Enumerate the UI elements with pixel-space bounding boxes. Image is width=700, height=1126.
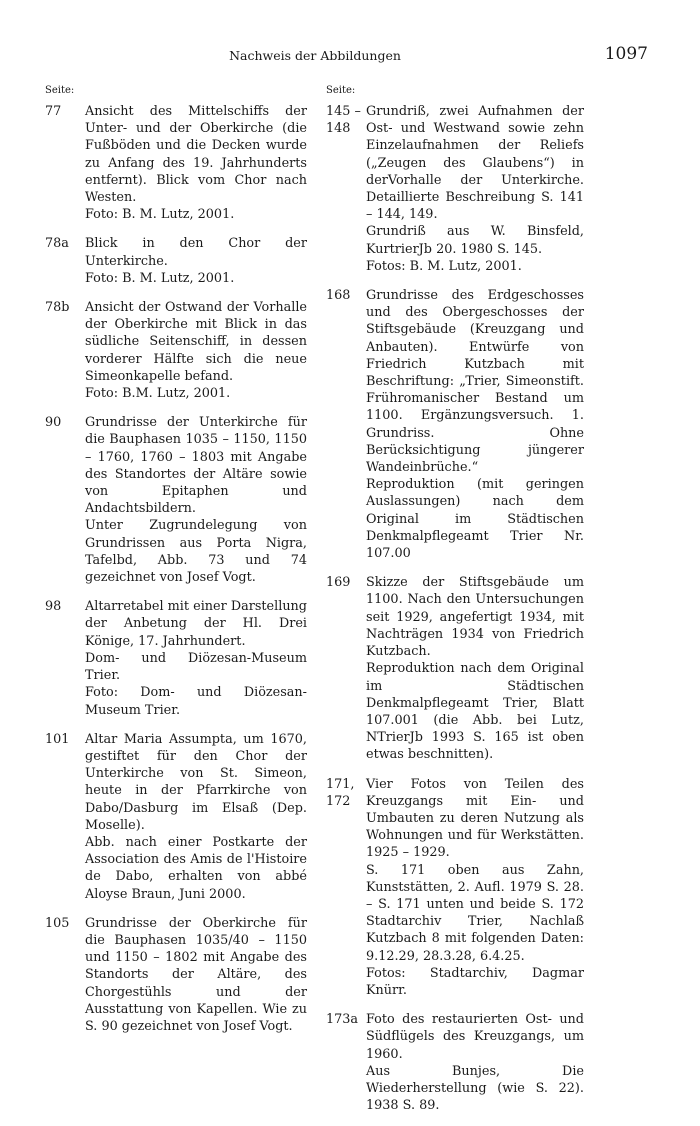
figure-entry bbox=[326, 574, 584, 763]
figure-entry bbox=[326, 287, 584, 562]
description-line: S. 171 oben aus Zahn, Kunststätten, 2. Aufl. 1979 S. 28. – S. 171 unten und beide S. 172 Stadtarchiv Trier, Nachlaß Kutzbach 8 mit folgenden Daten: 9.12.29, 28.3.28, 6.4.25. bbox=[366, 862, 584, 964]
figure-entry bbox=[45, 731, 307, 903]
page-reference: 78b bbox=[45, 300, 70, 316]
entry-list bbox=[326, 103, 584, 1114]
column-label: Seite: bbox=[45, 85, 75, 96]
figure-description bbox=[366, 1011, 584, 1114]
page-reference: 105 bbox=[45, 915, 70, 931]
page-reference: 77 bbox=[45, 104, 62, 119]
figure-entry bbox=[45, 915, 307, 1035]
figure-description bbox=[85, 598, 307, 718]
description-line: Aus Bunjes, Die Wiederherstellung (wie S. 22). 1938 S. 89. bbox=[366, 1063, 584, 1114]
description-line: Foto: B. M. Lutz, 2001. bbox=[85, 270, 235, 286]
description-line: Ansicht der Ostwand der Vorhalle der Oberkirche mit Blick in das südliche Seitenschiff, in dessen vorderer Hälfte sich die neue Simeonkapelle befand. bbox=[85, 300, 307, 384]
description-line: Foto des restaurierten Ost- und Südflügels des Kreuzgangs, um 1960. bbox=[366, 1012, 584, 1062]
description-line: Altar Maria Assumpta, um 1670, gestiftet für den Chor der Unterkirche von St. Simeon, heute in der Pfarrkirche von Dabo/Dasburg im Elsaß (Dep. Moselle). bbox=[85, 731, 307, 833]
description-line: Grundriß aus W. Binsfeld, KurtrierJb 20. 1980 S. 145. bbox=[366, 224, 584, 257]
figure-description bbox=[85, 414, 307, 586]
description-line: Reproduktion (mit geringen Auslassungen) nach dem Original im Städtischen Denkmalpflegeamt Trier Nr. 107.00 bbox=[366, 477, 584, 562]
page-reference: 101 bbox=[45, 731, 70, 747]
figure-description bbox=[85, 915, 307, 1035]
figure-description bbox=[85, 103, 307, 223]
description-line: Vier Fotos von Teilen des Kreuzgangs mit Ein- und Umbauten zu deren Nutzung als Wohnungen und für Werkstätten. 1925 – 1929. bbox=[366, 776, 584, 861]
figure-description bbox=[85, 731, 307, 903]
description-line: Grundrisse der Oberkirche für die Bauphasen 1035/40 – 1150 und 1150 – 1802 mit Angabe des Standorts der Altäre, des Chorgestühls und der Ausstattung von Kapellen. Wie zu S. 90 gezeichnet von Josef Vogt. bbox=[85, 915, 307, 1034]
figure-description bbox=[366, 776, 584, 1000]
figure-entry bbox=[45, 414, 307, 586]
figure-entry bbox=[45, 598, 307, 718]
page-reference: 98 bbox=[45, 599, 62, 615]
description-line: Dom- und Diözesan-Museum Trier. bbox=[85, 650, 307, 684]
description-line: Altarretabel mit einer Darstellung der Anbetung der Hl. Drei Könige, 17. Jahrhundert. bbox=[85, 599, 307, 649]
page-number: 1097 bbox=[604, 44, 648, 64]
description-line: Grundriß, zwei Aufnahmen der Ost- und Westwand sowie zehn Einzelaufnahmen der Reliefs („Zeugen des Glaubens“) in derVorhalle der Unterkirche. Detaillierte Beschreibung S. 141 – 144, 149. bbox=[366, 104, 584, 223]
figure-entry bbox=[326, 776, 584, 1000]
figure-description bbox=[85, 235, 307, 287]
description-line: Reproduktion nach dem Original im Städtischen Denkmalpflegeamt Trier, Blatt 107.001 (die Abb. bei Lutz, NTrierJb 1993 S. 165 ist oben etwas beschnitten). bbox=[366, 661, 584, 763]
figure-entry bbox=[45, 103, 307, 223]
figure-entry bbox=[326, 103, 584, 275]
column-label: Seite: bbox=[326, 85, 356, 96]
description-line: Blick in den Chor der Unterkirche. bbox=[85, 236, 307, 269]
page-reference: 169 bbox=[326, 575, 351, 591]
figure-entry bbox=[45, 299, 307, 402]
page-reference: 145 – 148 bbox=[326, 104, 361, 137]
description-line: Abb. nach einer Postkarte der Association des Amis de l'Histoire de Dabo, erhalten von abbé Aloyse Braun, Juni 2000. bbox=[85, 834, 307, 902]
description-line: Foto: Dom- und Diözesan-Museum Trier. bbox=[85, 685, 307, 718]
page-header bbox=[0, 44, 700, 66]
page-reference: 90 bbox=[45, 415, 62, 431]
entry-list bbox=[45, 103, 307, 1035]
description-line: Ansicht des Mittelschiffs der Unter- und der Oberkirche (die Fußböden und die Decken wurde zu Anfang des 19. Jahrhunderts entfernt). Blick vom Chor nach Westen. bbox=[85, 104, 307, 206]
right-column bbox=[326, 85, 584, 1126]
description-line: Fotos: Stadtarchiv, Dagmar Knürr. bbox=[366, 965, 584, 998]
figure-description bbox=[85, 299, 307, 402]
description-line: Grundrisse der Unterkirche für die Bauphasen 1035 – 1150, 1150 – 1760, 1760 – 1803 mit Angabe des Standortes der Altäre sowie von Epitaphen und Andachtsbildern. bbox=[85, 415, 307, 517]
page-reference: 173a bbox=[326, 1012, 359, 1028]
description-line: Skizze der Stiftsgebäude um 1100. Nach den Untersuchungen seit 1929, angefertigt 1934, mit Nachträgen 1934 von Friedrich Kutzbach. bbox=[366, 575, 584, 660]
description-line: Fotos: B. M. Lutz, 2001. bbox=[366, 258, 522, 274]
figure-description bbox=[366, 574, 584, 763]
left-column bbox=[45, 85, 307, 1047]
description-line: Foto: B. M. Lutz, 2001. bbox=[85, 207, 235, 223]
figure-description bbox=[366, 103, 584, 275]
page-reference: 168 bbox=[326, 288, 351, 304]
description-line: Foto: B.M. Lutz, 2001. bbox=[85, 386, 231, 402]
figure-description bbox=[366, 287, 584, 562]
description-line: Grundrisse des Erdgeschosses und des Obergeschosses der Stiftsgebäude (Kreuzgang und Anbauten). Entwürfe von Friedrich Kutzbach mit Beschriftung: „Trier, Simeonstift. Frühromanischer Bestand um 1100. Ergänzungsversuch. 1. Grundriss. Ohne Berücksichtigung jüngerer Wandeinbrüche.“ bbox=[366, 288, 584, 476]
running-title: Nachweis der Abbildungen bbox=[229, 48, 401, 63]
page-reference: 78a bbox=[45, 236, 69, 252]
figure-entry bbox=[45, 235, 307, 287]
page-reference: 171, 172 bbox=[326, 776, 355, 809]
description-line: Unter Zugrundelegung von Grundrissen aus Porta Nigra, Tafelbd, Abb. 73 und 74 gezeichnet von Josef Vogt. bbox=[85, 518, 307, 586]
figure-entry bbox=[326, 1011, 584, 1114]
